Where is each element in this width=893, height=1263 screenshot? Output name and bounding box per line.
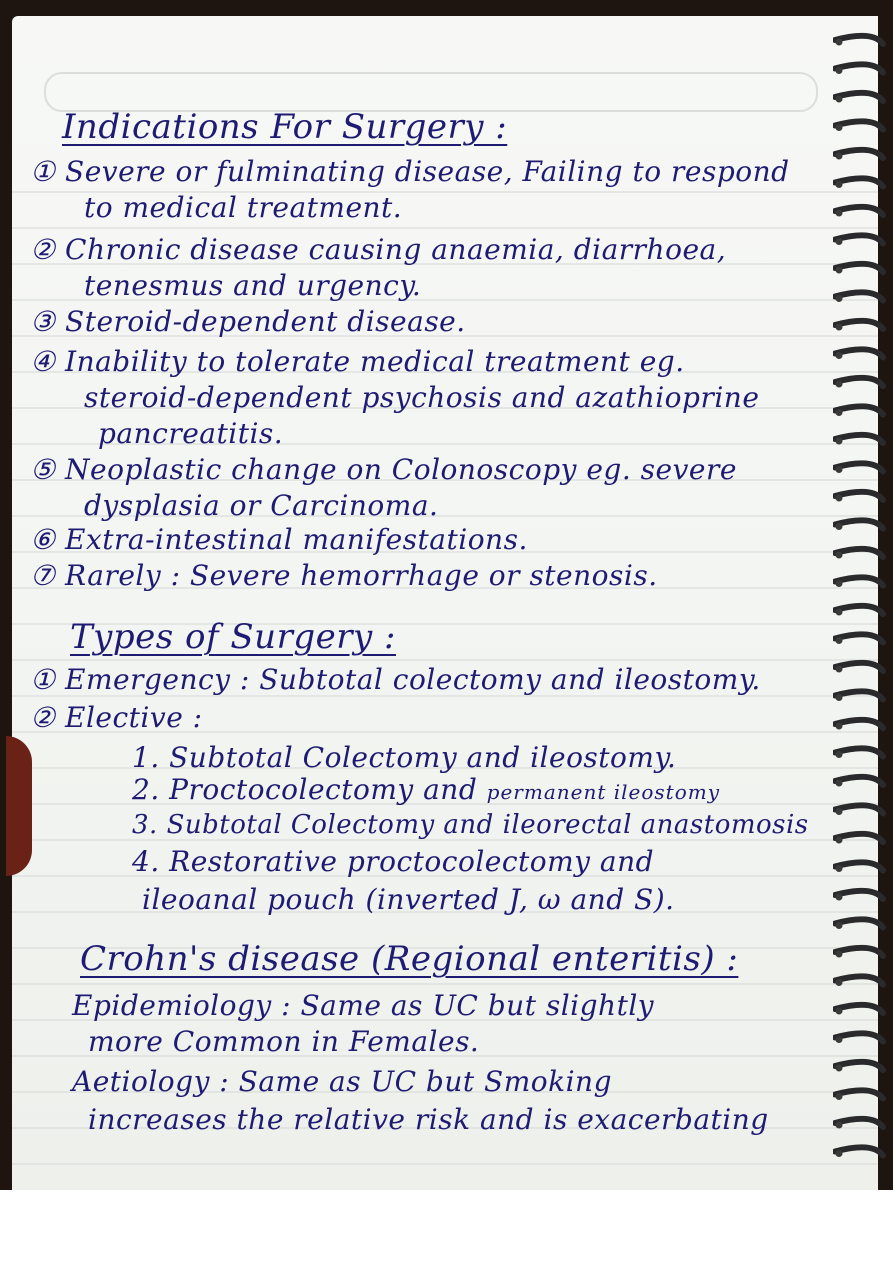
aetiology-line-1: Aetiology : Same as UC but Smoking <box>72 1065 613 1098</box>
spiral-hole <box>836 837 843 844</box>
spiral-hole <box>836 922 843 929</box>
page-top-band <box>44 72 818 112</box>
spiral-hole <box>836 1065 843 1072</box>
spiral-hole <box>836 723 843 730</box>
indication-text: Steroid-dependent disease. <box>65 305 466 338</box>
indication-item-2-cont: tenesmus and urgency. <box>84 269 422 302</box>
type-text: Emergency : Subtotal colectomy and ileostomy. <box>65 663 761 696</box>
type-marker: ② <box>30 701 56 734</box>
elective-option-1: 1. Subtotal Colectomy and ileostomy. <box>132 741 677 774</box>
indication-marker: ⑤ <box>30 453 56 486</box>
indication-text: Inability to tolerate medical treatment eg. <box>65 345 685 378</box>
spiral-hole <box>836 238 843 245</box>
spiral-hole <box>836 894 843 901</box>
spiral-hole <box>836 694 843 701</box>
spiral-hole <box>836 1008 843 1015</box>
spiral-hole <box>836 438 843 445</box>
indication-text: Rarely : Severe hemorrhage or stenosis. <box>65 559 658 592</box>
elective-option-2 <box>132 773 721 806</box>
indication-item-1 <box>30 155 790 188</box>
spiral-hole <box>836 67 843 74</box>
elective-option-4: 4. Restorative proctocolectomy and <box>132 845 655 878</box>
indication-item-4-cont2: pancreatitis. <box>98 417 284 450</box>
spiral-hole <box>836 267 843 274</box>
indication-marker: ⑥ <box>30 523 56 556</box>
elective-option-2-small: permanent ileostomy <box>486 780 721 804</box>
types-heading: Types of Surgery : <box>70 617 396 657</box>
spiral-hole <box>836 495 843 502</box>
elective-option-4-cont: ileoanal pouch (inverted J, ω and S). <box>142 883 675 916</box>
spiral-hole <box>836 1150 843 1157</box>
aetiology-line-2: increases the relative risk and is exacerbating <box>88 1103 769 1136</box>
indication-item-4 <box>30 345 685 378</box>
crohns-heading: Crohn's disease (Regional enteritis) : <box>80 939 739 979</box>
indication-text: Chronic disease causing anaemia, diarrhoea, <box>65 233 727 266</box>
spiral-hole <box>836 409 843 416</box>
spiral-hole <box>836 609 843 616</box>
indication-item-3 <box>30 305 466 338</box>
spiral-hole <box>836 523 843 530</box>
indication-text: Extra-intestinal manifestations. <box>65 523 528 556</box>
indication-text: Severe or fulminating disease, Failing to respond <box>65 155 790 188</box>
indication-marker: ⑦ <box>30 559 56 592</box>
spiral-hole <box>836 210 843 217</box>
elective-option-2-main: 2. Proctocolectomy and <box>132 773 478 806</box>
indication-item-1-cont: to medical treatment. <box>84 191 403 224</box>
spiral-hole <box>836 580 843 587</box>
indication-marker: ② <box>30 233 56 266</box>
indication-text: Neoplastic change on Colonoscopy eg. severe <box>65 453 737 486</box>
spiral-hole <box>836 124 843 131</box>
spiral-hole <box>836 780 843 787</box>
indication-item-5-cont: dysplasia or Carcinoma. <box>84 489 439 522</box>
type-text: Elective : <box>65 701 203 734</box>
spiral-hole <box>836 324 843 331</box>
spiral-binding <box>833 0 893 1190</box>
surgery-type-elective <box>30 701 203 734</box>
spiral-hole <box>836 295 843 302</box>
spiral-hole <box>836 96 843 103</box>
type-marker: ① <box>30 663 56 696</box>
spiral-hole <box>836 352 843 359</box>
spiral-hole <box>836 951 843 958</box>
indication-marker: ① <box>30 155 56 188</box>
spiral-hole <box>836 751 843 758</box>
indication-item-2 <box>30 233 727 266</box>
notebook-page <box>12 16 878 1190</box>
spiral-hole <box>836 552 843 559</box>
spiral-hole <box>836 637 843 644</box>
spiral-hole <box>836 865 843 872</box>
spiral-hole <box>836 1122 843 1129</box>
indication-marker: ④ <box>30 345 56 378</box>
spiral-hole <box>836 466 843 473</box>
epidemiology-line-1: Epidemiology : Same as UC but slightly <box>72 989 655 1022</box>
spiral-hole <box>836 666 843 673</box>
spiral-hole <box>836 808 843 815</box>
surgery-type-emergency <box>30 663 761 696</box>
spiral-hole <box>836 39 843 46</box>
spiral-hole <box>836 979 843 986</box>
indication-item-7 <box>30 559 658 592</box>
spiral-hole <box>836 153 843 160</box>
epidemiology-line-2: more Common in Females. <box>88 1025 480 1058</box>
spiral-hole <box>836 381 843 388</box>
indication-marker: ③ <box>30 305 56 338</box>
elective-option-3: 3. Subtotal Colectomy and ileorectal anastomosis <box>132 810 809 840</box>
indication-item-5 <box>30 453 737 486</box>
spiral-hole <box>836 1093 843 1100</box>
indications-heading: Indications For Surgery : <box>62 107 508 147</box>
spiral-hole <box>836 1036 843 1043</box>
spiral-hole <box>836 181 843 188</box>
page-tab <box>6 736 32 876</box>
indication-item-6 <box>30 523 528 556</box>
indication-item-4-cont: steroid-dependent psychosis and azathioprine <box>84 381 760 414</box>
